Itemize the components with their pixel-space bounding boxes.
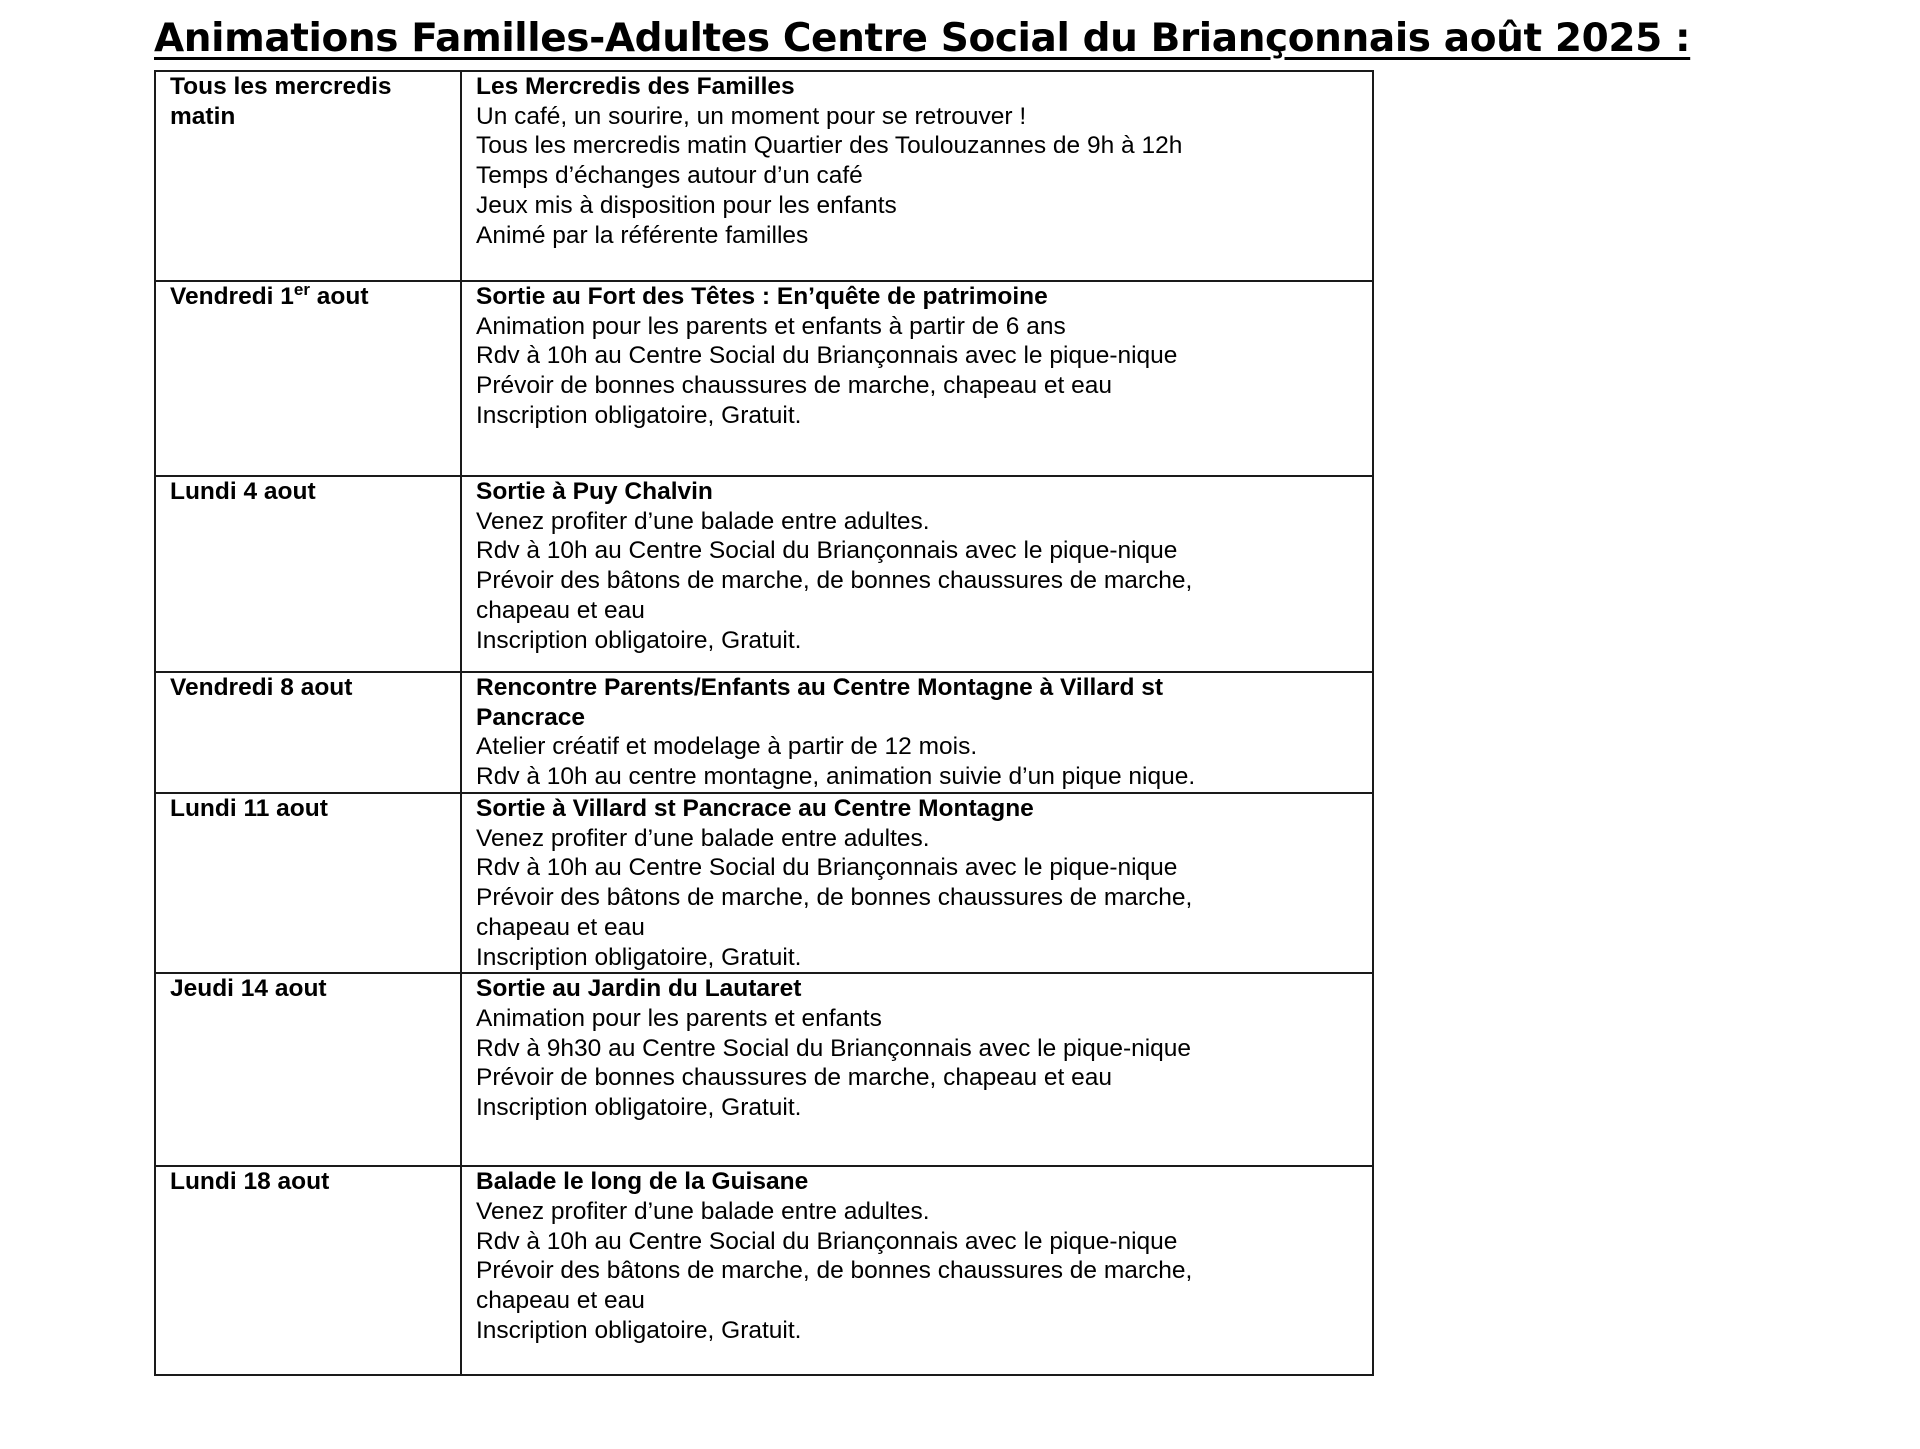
date-label-superscript: er xyxy=(293,279,310,299)
schedule-table xyxy=(154,70,1374,1376)
activity-line: Tous les mercredis matin Quartier des Toulouzannes de 9h à 12h xyxy=(476,132,1183,160)
activity-title: Sortie à Puy Chalvin xyxy=(476,478,713,505)
date-label-suffix: aout xyxy=(310,283,369,310)
activity-title: Sortie au Jardin du Lautaret xyxy=(476,975,802,1003)
activity-line: Jeux mis à disposition pour les enfants xyxy=(476,191,897,219)
activity-line: Prévoir des bâtons de marche, de bonnes chaussures de marche, xyxy=(476,1257,1193,1285)
activity-line: Prévoir des bâtons de marche, de bonnes chaussures de marche, xyxy=(476,884,1193,912)
date-label: Lundi 18 aout xyxy=(170,1168,330,1196)
activity-line: Un café, un sourire, un moment pour se retrouver ! xyxy=(476,102,1027,130)
table-row xyxy=(155,1166,1373,1375)
activity-line: Animation pour les parents et enfants à partir de 6 ans xyxy=(476,312,1066,340)
table-row xyxy=(155,71,1373,281)
activity-cell xyxy=(461,71,1373,281)
activity-line: Rdv à 10h au centre montagne, animation suivie d’un pique nique. xyxy=(476,763,1196,791)
activity-line: Atelier créatif et modelage à partir de 12 mois. xyxy=(476,733,978,761)
activity-line: Rdv à 10h au Centre Social du Briançonnais avec le pique-nique xyxy=(476,1227,1178,1255)
date-cell xyxy=(155,476,461,672)
date-label: Jeudi 14 aout xyxy=(170,975,327,1003)
activity-line: Venez profiter d’une balade entre adultes. xyxy=(476,1197,930,1225)
activity-line: Temps d’échanges autour d’un café xyxy=(476,162,863,190)
activity-line: Inscription obligatoire, Gratuit. xyxy=(476,943,802,971)
date-cell xyxy=(155,672,461,793)
activity-line: Inscription obligatoire, Gratuit. xyxy=(476,1094,802,1122)
activity-line: Inscription obligatoire, Gratuit. xyxy=(476,626,802,654)
date-label: Tous les mercredis matin xyxy=(170,73,392,130)
table-row xyxy=(155,973,1373,1166)
table-row xyxy=(155,476,1373,672)
activity-cell xyxy=(461,672,1373,793)
activity-title: Balade le long de la Guisane xyxy=(476,1168,809,1196)
activity-title: Les Mercredis des Familles xyxy=(476,73,795,100)
activity-line: Inscription obligatoire, Gratuit. xyxy=(476,401,802,429)
activity-title: Rencontre Parents/Enfants au Centre Montagne à Villard st xyxy=(476,674,1164,701)
date-cell xyxy=(155,793,461,973)
document-title: Animations Familles-Adultes Centre Social du Briançonnais août 2025 : xyxy=(154,16,1691,61)
date-cell xyxy=(155,71,461,281)
table-row xyxy=(155,281,1373,476)
activity-cell xyxy=(461,1166,1373,1375)
activity-line: Venez profiter d’une balade entre adultes. xyxy=(476,507,930,535)
activity-line: Rdv à 10h au Centre Social du Briançonnais avec le pique-nique xyxy=(476,342,1178,370)
activity-cell xyxy=(461,793,1373,973)
activity-line: Animation pour les parents et enfants xyxy=(476,1004,882,1032)
activity-line: Prévoir de bonnes chaussures de marche, chapeau et eau xyxy=(476,1064,1113,1092)
activity-line: chapeau et eau xyxy=(476,596,645,624)
activity-line: Venez profiter d’une balade entre adultes. xyxy=(476,824,930,852)
activity-title: Sortie à Villard st Pancrace au Centre Montagne xyxy=(476,795,1034,822)
activity-line: Rdv à 9h30 au Centre Social du Briançonnais avec le pique-nique xyxy=(476,1034,1192,1062)
activity-title: Sortie au Fort des Têtes : En’quête de patrimoine xyxy=(476,283,1048,310)
activity-line: Prévoir de bonnes chaussures de marche, chapeau et eau xyxy=(476,372,1113,400)
activity-line: Inscription obligatoire, Gratuit. xyxy=(476,1316,802,1344)
date-label: Lundi 11 aout xyxy=(170,795,328,822)
date-label-prefix: Vendredi 1 xyxy=(170,283,294,310)
table-row xyxy=(155,793,1373,973)
activity-line: Rdv à 10h au Centre Social du Briançonnais avec le pique-nique xyxy=(476,854,1178,882)
date-cell xyxy=(155,1166,461,1375)
activity-cell xyxy=(461,281,1373,476)
activity-line: Prévoir des bâtons de marche, de bonnes chaussures de marche, xyxy=(476,567,1193,595)
activity-cell xyxy=(461,476,1373,672)
activity-line: Animé par la référente familles xyxy=(476,221,809,249)
activity-line: Rdv à 10h au Centre Social du Briançonnais avec le pique-nique xyxy=(476,537,1178,565)
date-cell xyxy=(155,973,461,1166)
activity-cell xyxy=(461,973,1373,1166)
date-label: Vendredi 8 aout xyxy=(170,674,353,701)
activity-title: Pancrace xyxy=(476,703,585,731)
date-label: Lundi 4 aout xyxy=(170,478,316,505)
date-cell xyxy=(155,281,461,476)
activity-line: chapeau et eau xyxy=(476,1287,645,1315)
activity-line: chapeau et eau xyxy=(476,913,645,941)
table-row xyxy=(155,672,1373,793)
